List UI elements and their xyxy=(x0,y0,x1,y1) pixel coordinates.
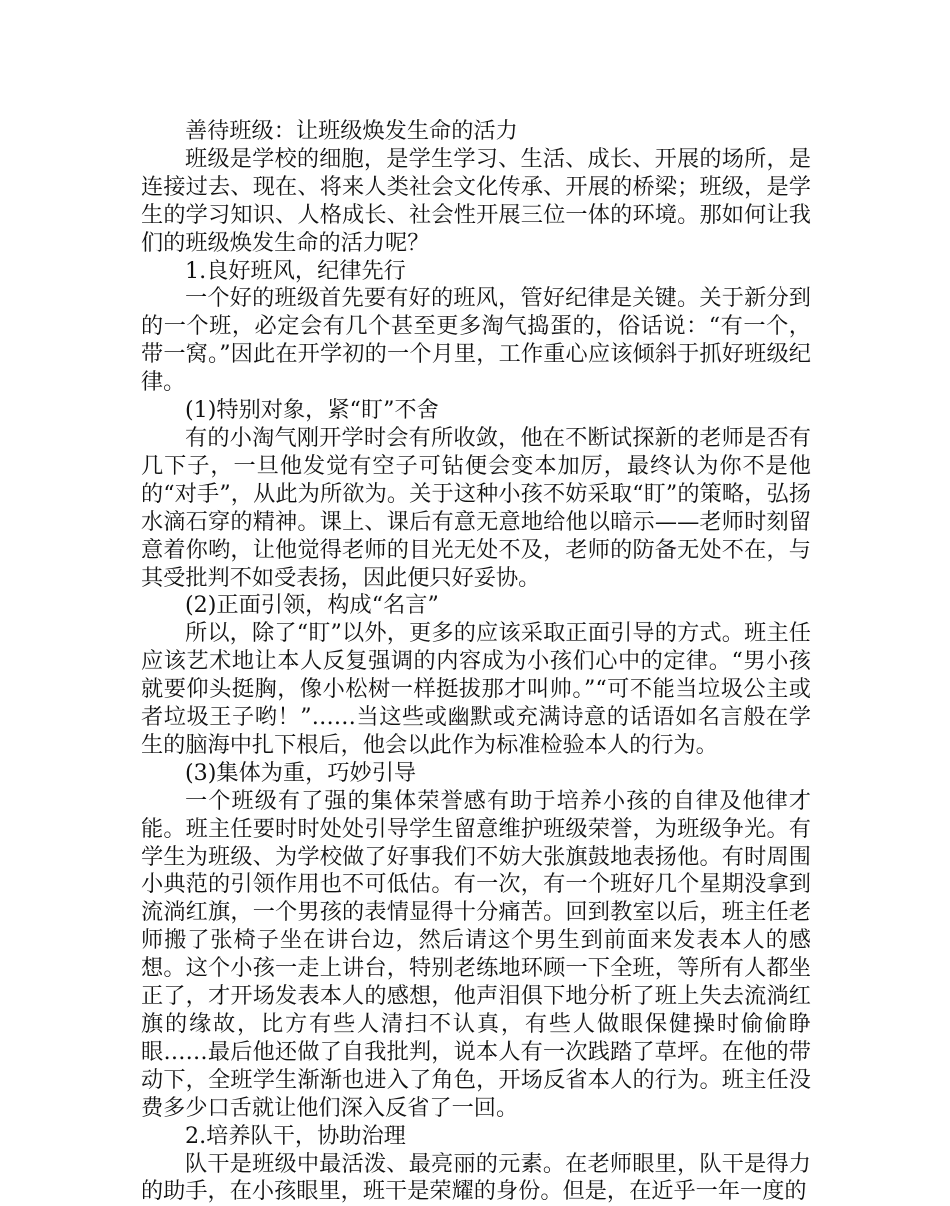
section-heading: 2.培养队干，协助治理 xyxy=(185,1122,406,1149)
document-page xyxy=(141,118,811,1206)
subsection-heading: (1)特别对象，紧“盯”不舍 xyxy=(185,397,439,424)
document-title: 善待班级：让班级焕发生命的活力 xyxy=(185,118,518,144)
paragraph: 一个好的班级首先要有好的班风，管好纪律是关键。关于新分到的一个班，必定会有几个甚至更多淘气捣蛋的，俗话说：“有一个，带一窝。”因此在开学初的一个月里，工作重心应该倾斜于抓好班级纪律。 xyxy=(141,285,811,396)
paragraph: 有的小淘气刚开学时会有所收敛，他在不断试探新的老师是否有几下子，一旦他发觉有空子可钻便会变本加厉，最终认为你不是他的“对手”，从此为所欲为。关于这种小孩不妨采取“盯”的策略，弘扬水滴石穿的精神。课上、课后有意无意地给他以暗示——老师时刻留意着你哟，让他觉得老师的目光无处不及，老师的防备无处不在，与其受批判不如受表扬，因此便只好妥协。 xyxy=(141,424,811,591)
section-heading: 1.良好班风，纪律先行 xyxy=(185,257,406,284)
paragraph: 队干是班级中最活泼、最亮丽的元素。在老师眼里，队干是得力的助手，在小孩眼里，班干是荣耀的身份。但是，在近乎一年一度的 xyxy=(141,1150,811,1205)
paragraph: 班级是学校的细胞，是学生学习、生活、成长、开展的场所，是连接过去、现在、将来人类社会文化传承、开展的桥梁；班级，是学生的学习知识、人格成长、社会性开展三位一体的环境。那如何让我们的班级焕发生命的活力呢？ xyxy=(141,145,811,256)
paragraph: 所以，除了“盯”以外，更多的应该采取正面引导的方式。班主任应该艺术地让本人反复强调的内容成为小孩们心中的定律。“男小孩就要仰头挺胸，像小松树一样挺拔那才叫帅。”“可不能当垃圾公主或者垃圾王子哟！”……当这些或幽默或充满诗意的话语如名言般在学生的脑海中扎下根后，他会以此作为标准检验本人的行为。 xyxy=(141,620,811,758)
paragraph: 一个班级有了强的集体荣誉感有助于培养小孩的自律及他律才能。班主任要时时处处引导学生留意维护班级荣誉，为班级争光。有学生为班级、为学校做了好事我们不妨大张旗鼓地表扬他。有时周围小典范的引领作用也不可低估。有一次，有一个班好几个星期没拿到流淌红旗，一个男孩的表情显得十分痛苦。回到教室以后，班主任老师搬了张椅子坐在讲台边，然后请这个男生到前面来发表本人的感想。这个小孩一走上讲台，特别老练地环顾一下全班，等所有人都坐正了，才开场发表本人的感想，他声泪俱下地分析了班上失去流淌红旗的缘故，比方有些人清扫不认真，有些人做眼保健操时偷偷睁眼……最后他还做了自我批判，说本人有一次践踏了草坪。在他的带动下，全班学生渐渐也进入了角色，开场反省本人的行为。班主任没费多少口舌就让他们深入反省了一回。 xyxy=(141,787,811,1121)
subsection-heading: (2)正面引领，构成“名言” xyxy=(185,592,439,619)
subsection-heading: (3)集体为重，巧妙引导 xyxy=(185,759,417,786)
